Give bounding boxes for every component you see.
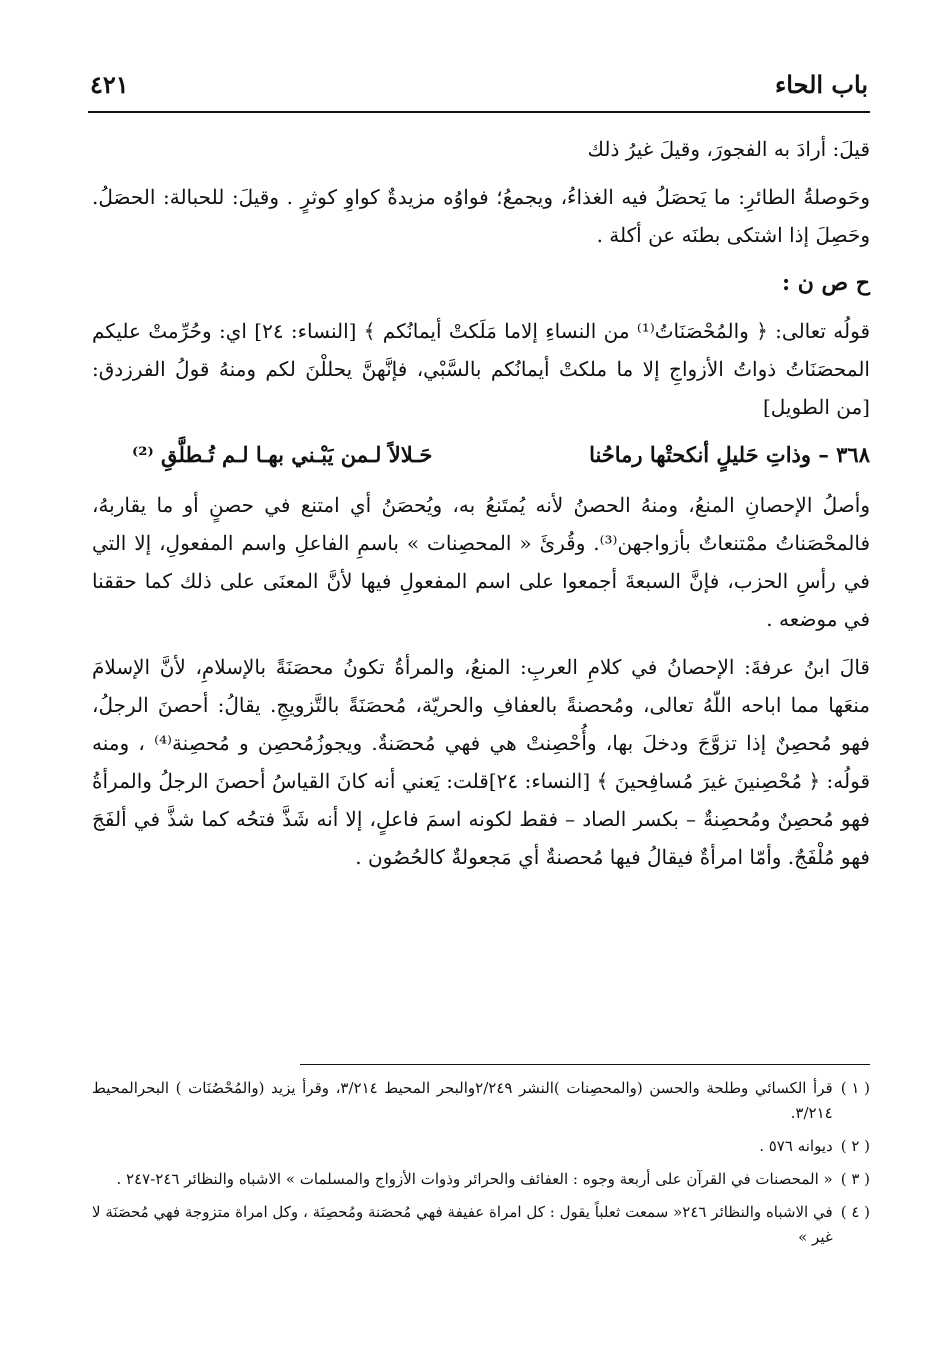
footnote-4 [92, 1200, 870, 1250]
page-header [90, 64, 868, 104]
footnote-1 [92, 1076, 870, 1126]
footnotes [92, 1076, 870, 1258]
verse-hemistich-1-text: وذاتِ حَليلٍ أنكحتْها رماحُنا [589, 442, 812, 467]
footnote-number: ( ٣ ) [840, 1170, 870, 1188]
footnote-text: ديوانه ٥٧٦ . [759, 1137, 833, 1155]
paragraph-3: قولُه تعالى: ﴿ والمُحْصَنَاتُ⁽¹⁾ من النساءِ إلاما مَلَكتْ أيمانُكم ﴾ [النساء: ٢٤] اي: وحُرِّمتْ عليكم المحصَنَاتُ ذواتُ الأزواجِ إلا ما ملكتْ أيمانُكم بالسَّبْي، فإنَّهنَّ يحللْنَ لكم ومنهُ قولُ الفرزدق: [من الطويل] [92, 319, 871, 419]
poetry-verse [92, 436, 870, 474]
page-number: ٤٢١ [90, 69, 129, 99]
chapter-title: باب الحاء [774, 69, 868, 99]
footnote-3 [92, 1167, 870, 1192]
verse-number: ٣٦٨ – [818, 442, 870, 467]
header-divider [88, 111, 870, 113]
footnote-number: ( ٢ ) [840, 1137, 870, 1155]
root-heading: ح ص ن : [781, 270, 870, 296]
footnote-number: ( ١ ) [840, 1079, 870, 1097]
footnote-number: ( ٤ ) [840, 1203, 870, 1221]
footnote-2 [92, 1134, 870, 1159]
footnote-divider [300, 1064, 870, 1065]
verse-first-hemistich [589, 436, 870, 474]
footnote-text: قرأ الكسائي وطلحة والحسن (والمحصِنات )النشر ٢/٢٤٩والبحر المحيط ٣/٢١٤، وقرأ يزيد (والمُحْصُنَات ) البحرالمحيط ٣/٢١٤. [92, 1079, 833, 1122]
verse-second-hemistich: حَـلالاً لـمن يَبْـني بهـا لـم تُـطلَّقِ ⁽²⁾ [132, 442, 433, 467]
paragraph-4: وأصلُ الإحصانِ المنعُ، ومنهُ الحصنُ لأنه يُمتَنعُ به، ويُحصَنُ أي امتنع في حصنٍ أو ما يقاربهُ، فالمحْصَناتُ ممْتنعاتٌ بأزواجهن⁽³⁾. وقُرئَ « المحصِنات » باسمِ الفاعلِ واسم المفعولِ، إلا التي في رأسِ الحزب، فإنَّ السبعةَ أجمعوا على اسم المفعولِ فيها لأنَّ المعنَى على ذلك كما حققنا في موضعه . [92, 493, 871, 631]
paragraph-1: قيلَ: أرادَ به الفجورَ، وقيلَ غيرُ ذلك [587, 137, 870, 161]
paragraph-5: قالَ ابنُ عرفةَ: الإحصانُ في كلامِ العربِ: المنعُ، والمرأةُ تكونُ محصَنَةً بالإسلامِ، لأنَّ الإسلامَ منعَها مما اباحه اللّهُ تعالى، ومُحصنةً بالعفافِ والحريّة، مُحصَنَةً بالتَّزويجِ. يقالُ: أحصنَ الرجلُ، فهو مُحصِنٌ إذا تزوَّجَ ودخلَ بها، وأُحْصِنتْ هي فهي مُحصَنةٌ. ويجوزُمُحصِن و مُحصِنة⁽⁴⁾ ، ومنه قولُه: ﴿ مُحْصِنينَ غيرَ مُسافِحينَ ﴾ [النساء: ٢٤]قلت: يَعني أنه كانَ القياسُ أحصنَ الرجلُ والمرأةُ فهو مُحصِنٌ ومُحصِنةٌ – بكسر الصاد – فقط لكونه اسمَ فاعلٍ، إلا أنه شَذَّ فتحُه كما شذَّ في ألفَجَ فهو مُلْفَجٌ. وأمّا امرأةٌ فيقالُ فيها مُحصنةٌ أي مَجعولةٌ كالحُصُون . [92, 655, 871, 869]
main-text [92, 130, 870, 886]
footnote-text: في الاشباه والنظائر ٢٤٦« سمعت ثعلباً يقول : كل امراة عفيفة فهي مُحصَنة ومُحصِنَة ، وكل امراة متزوجة فهي مُحصَنَة لا غير » [92, 1203, 833, 1246]
paragraph-2: وحَوصلةُ الطائرِ: ما يَحصَلُ فيه الغذاءُ، ويجمعُ؛ فواوُه مزيدةٌ كواوِ كوثرٍ . وقيلَ: للحبالة: الحصَلُ. وحَصِلَ إذا اشتكى بطنَه عن أكلة . [92, 185, 870, 247]
footnote-text: « المحصنات في القرآن على أربعة وجوه : العفائف والحرائر وذوات الأزواج والمسلمات » الاشباه والنظائر ٢٤٦-٢٤٧ . [116, 1170, 833, 1188]
